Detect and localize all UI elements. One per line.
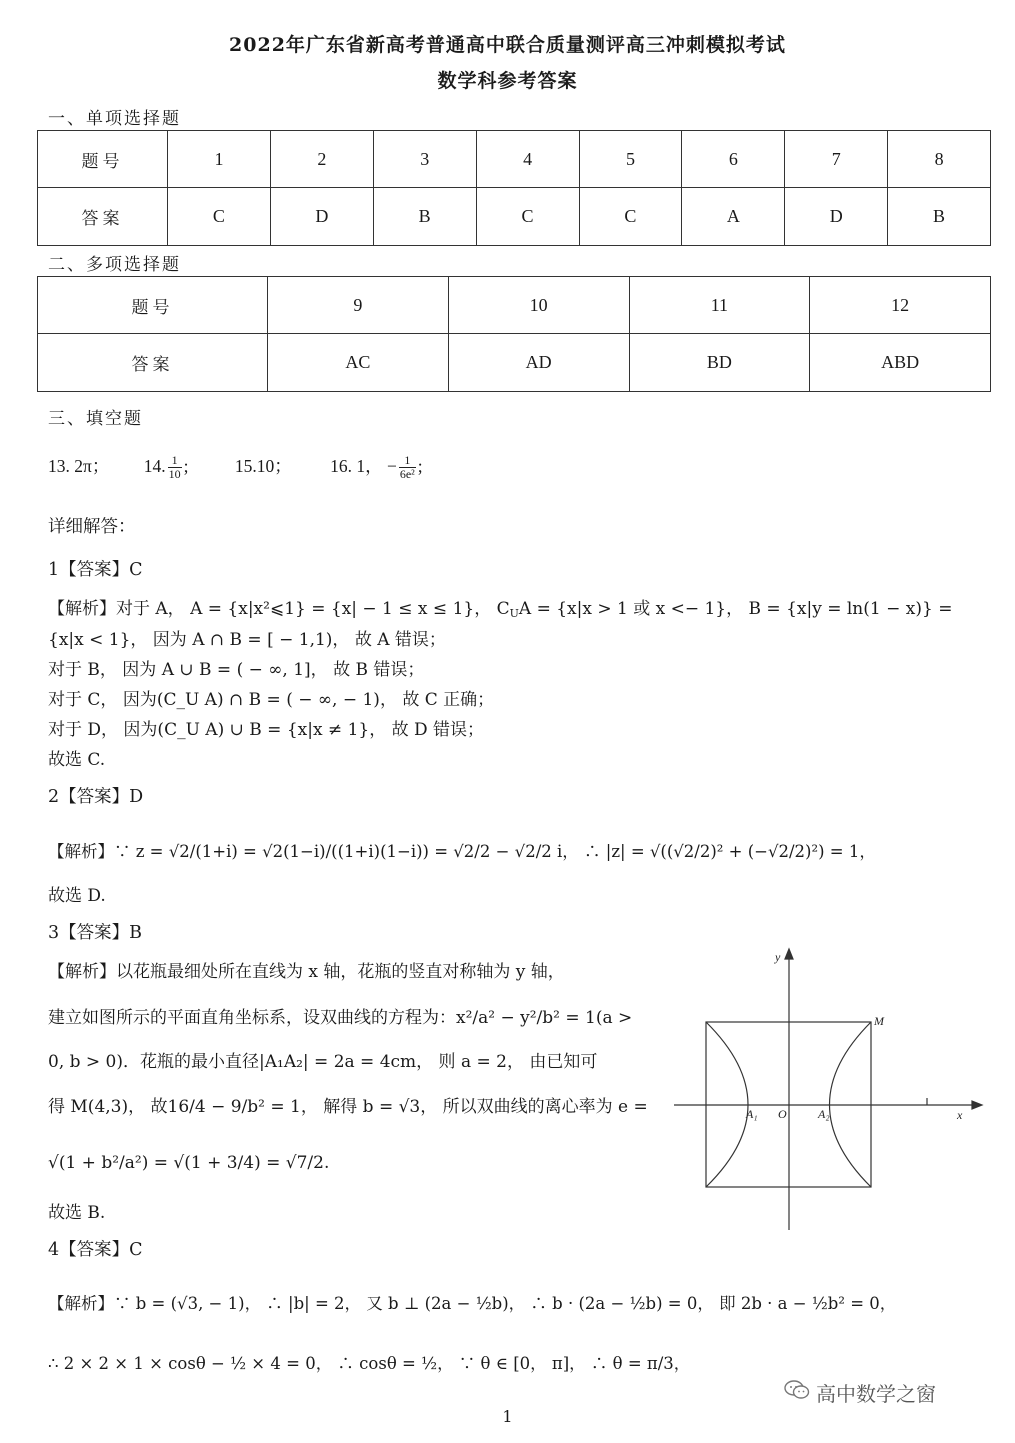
q1-line4: 对于 C， 因为(C_U A) ∩ B = ( − ∞, − 1)， 故 C 正确；: [48, 690, 495, 710]
question-number: 4: [476, 131, 579, 188]
table-row: [38, 131, 991, 188]
question-number: 12: [810, 277, 991, 334]
answer-16: 16. 1， − $\frac{1}{\text{6e²}}$ ;: [330, 453, 423, 482]
q3-line3: 0, b > 0)．花瓶的最小直径|A₁A₂| = 2a = 4cm， 则 a = 2， 由已知可: [48, 1052, 598, 1072]
answer-cell: C: [579, 188, 682, 246]
answer-cell: C: [476, 188, 579, 246]
q3-line6: 故选 B.: [48, 1203, 106, 1223]
watermark-text: 高中数学之窗: [816, 1382, 936, 1406]
q1-line6: 故选 C.: [48, 750, 106, 770]
answer-cell: C: [168, 188, 271, 246]
page-number: 1: [502, 1407, 513, 1426]
q3-answer: 3【答案】B: [48, 923, 142, 943]
fill-blank-answers: [48, 453, 423, 481]
q2-answer: 2【答案】D: [48, 787, 144, 807]
question-number: 5: [579, 131, 682, 188]
q4-line2: ∴ 2 × 2 × 1 × cosθ − ½ × 4 = 0， ∴ cosθ = ½， ∵ θ ∈ [0， π]， ∴ θ = π/3，: [48, 1354, 691, 1373]
answer-cell: BD: [629, 334, 810, 392]
section3-heading: 三、填空题: [48, 409, 143, 429]
answer-15: 15.10；: [234, 456, 292, 476]
wechat-icon: [784, 1379, 810, 1406]
row-label-question: 题号: [38, 277, 268, 334]
answer-cell: B: [373, 188, 476, 246]
section2-heading: 二、多项选择题: [48, 255, 181, 275]
answer-cell: D: [785, 188, 888, 246]
q1-answer: 1【答案】C: [48, 560, 143, 580]
single-choice-table: [37, 130, 991, 246]
q4-line1: 【解析】∵ b = (√3, − 1)， ∴ |b| = 2， 又 b ⊥ (2a − ½b)， ∴ b · (2a − ½b) = 0， 即 2b · a − ½b² = 0，: [48, 1294, 897, 1313]
point-a1-label: A₁: [746, 1107, 758, 1121]
point-a2-label: A₂: [818, 1107, 830, 1121]
answer-cell: B: [888, 188, 991, 246]
q1-line3: 对于 B， 因为 A ∪ B = ( − ∞, 1]， 故 B 错误；: [48, 660, 425, 680]
page-subtitle: 数学科参考答案: [437, 70, 578, 92]
table-row: [38, 277, 991, 334]
q3-line1: 【解析】以花瓶最细处所在直线为 x 轴，花瓶的竖直对称轴为 y 轴，: [48, 962, 565, 982]
question-number: 7: [785, 131, 888, 188]
table-row: [38, 188, 991, 246]
q4-answer: 4【答案】C: [48, 1240, 143, 1260]
answer-cell: AC: [268, 334, 449, 392]
x-axis-arrow: [972, 1101, 982, 1109]
answer-14: 14. $\frac{1}{10}$ ;: [143, 453, 189, 482]
q1-line1: 【解析】对于 A， A = {x|x²⩽1} = {x| − 1 ≤ x ≤ 1}， $C_UA = \{x|x > 1$ 或 x <− 1}， B = {x|y = ln(1 − x)} =: [48, 599, 953, 620]
answer-cell: A: [682, 188, 785, 246]
detail-heading: 详细解答：: [48, 517, 136, 537]
y-axis-label: y: [775, 950, 781, 964]
row-label-answer: 答案: [38, 188, 168, 246]
hyperbola-figure: [672, 945, 992, 1235]
answer-cell: AD: [448, 334, 629, 392]
q1-line5: 对于 D， 因为(C_U A) ∪ B = {x|x ≠ 1}， 故 D 错误；: [48, 720, 485, 740]
question-number: 2: [270, 131, 373, 188]
point-m-label: M: [874, 1014, 884, 1028]
multi-choice-table: [37, 276, 991, 392]
q3-line2: 建立如图所示的平面直角坐标系，设双曲线的方程为：x²/a² − y²/b² = 1(a >: [48, 1008, 633, 1028]
answer-cell: D: [270, 188, 373, 246]
question-number: 6: [682, 131, 785, 188]
question-number: 3: [373, 131, 476, 188]
answer-13: 13. 2π；: [48, 456, 110, 476]
y-axis-arrow: [785, 949, 793, 959]
row-label-answer: 答案: [38, 334, 268, 392]
x-axis-label: x: [957, 1108, 963, 1122]
watermark: [784, 1378, 936, 1407]
q2-conclusion: 故选 D.: [48, 886, 106, 906]
page-title: 2022年广东省新高考普通高中联合质量测评高三冲刺模拟考试: [229, 34, 786, 56]
question-number: 10: [448, 277, 629, 334]
q1-line2: {x|x < 1}， 因为 A ∩ B = [ − 1,1)， 故 A 错误；: [48, 630, 446, 650]
row-label-question: 题号: [38, 131, 168, 188]
table-row: [38, 334, 991, 392]
question-number: 1: [168, 131, 271, 188]
question-number: 9: [268, 277, 449, 334]
q2-solution: 【解析】∵ z = √2/(1+i) = √2(1−i)/((1+i)(1−i)) = √2/2 − √2/2 i， ∴ |z| = √((√2/2)² + (−√2/2)²) = 1，: [48, 842, 876, 861]
origin-label: O: [778, 1107, 787, 1121]
question-number: 11: [629, 277, 810, 334]
q3-line4: 得 M(4,3)， 故16/4 − 9/b² = 1， 解得 b = √3， 所以双曲线的离心率为 e =: [48, 1097, 648, 1117]
answer-cell: ABD: [810, 334, 991, 392]
section1-heading: 一、单项选择题: [48, 109, 181, 129]
question-number: 8: [888, 131, 991, 188]
q3-line5: √(1 + b²/a²) = √(1 + 3/4) = √7/2.: [48, 1153, 330, 1173]
